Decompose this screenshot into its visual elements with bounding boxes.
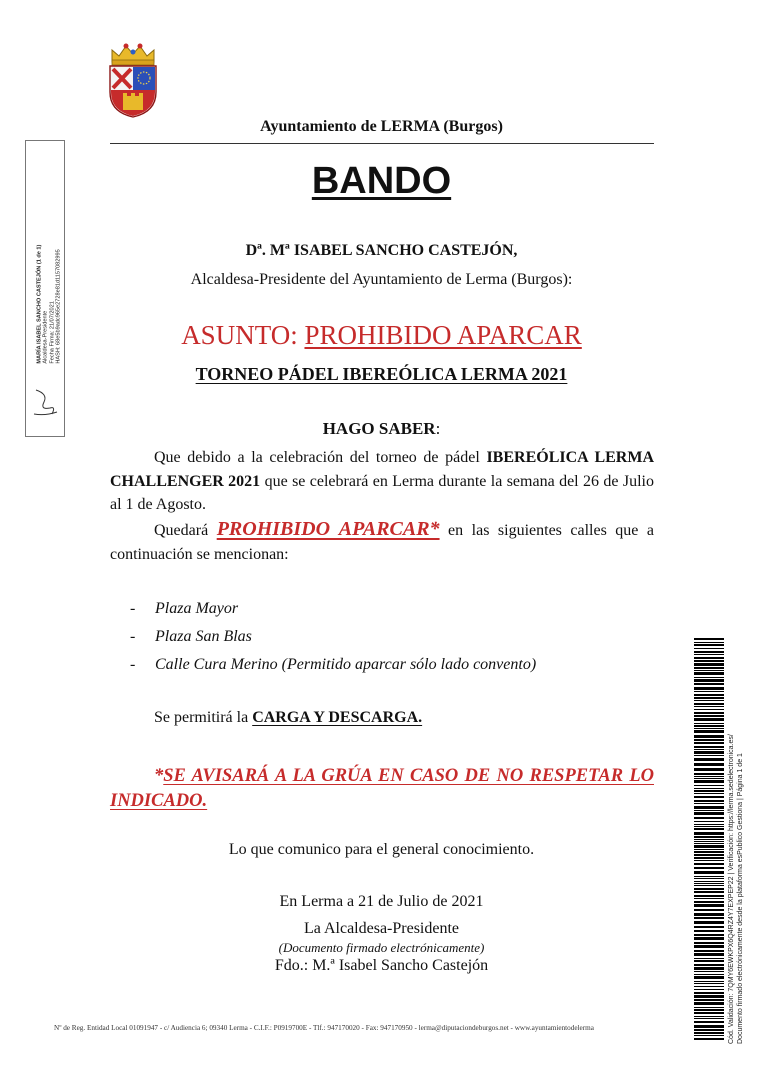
verification-platform: Documento firmado electrónicamente desde la plataforma esPublico Gestiona | Página 1 de 1 (737, 753, 744, 1044)
list-dash: - (130, 656, 136, 673)
paragraph-prohibition (110, 518, 654, 566)
barcode-icon (694, 638, 724, 1040)
hago-saber-label: HAGO SABER (322, 419, 436, 438)
subject-label: ASUNTO: (181, 320, 305, 350)
stamp-role: Alcaldesa-Presidente (42, 311, 49, 364)
para1-text-b: que se celebrará en Lerma durante la semana del 26 de Julio al 1 de Agosto. (110, 472, 655, 513)
header-divider (110, 143, 654, 144)
signature-stamp (25, 140, 65, 437)
signer-role: La Alcaldesa-Presidente (303, 920, 460, 937)
street-name: Plaza San Blas (155, 628, 252, 645)
closing-line: Lo que comunico para el general conocimiento. (228, 841, 535, 858)
loading-text: Se permitirá la (154, 709, 253, 726)
tow-warning (110, 764, 654, 814)
warning-text: SE AVISARÁ A LA GRÚA EN CASO DE NO RESPETAR LO INDICADO. (110, 766, 654, 811)
stamp-signer: MARÍA ISABEL SANCHO CASTEJÓN (1 de 1) (36, 244, 43, 364)
para2-emphasis: PROHIBIDO APARCAR* (216, 518, 440, 540)
event-title: TORNEO PÁDEL IBEREÓLICA LERMA 2021 (195, 364, 568, 384)
signature-note: (Documento firmado electrónicamente) (278, 940, 485, 955)
para1-text-a: Que debido a la celebración del torneo de pádel (154, 449, 487, 466)
list-item (130, 628, 252, 646)
street-name: Calle Cura Merino (Permitido aparcar sólo lado convento) (155, 656, 537, 673)
issuer-role: Alcaldesa-Presidente del Ayuntamiento de Lerma (Burgos): (190, 271, 573, 288)
subject-line (0, 320, 763, 351)
coat-of-arms-icon (106, 42, 160, 118)
handwritten-signature-icon (30, 386, 60, 420)
list-item (130, 656, 536, 674)
document-title: BANDO (311, 160, 452, 202)
paragraph-event (110, 446, 654, 517)
place-date: En Lerma a 21 de Julio de 2021 (279, 893, 484, 910)
list-item (130, 600, 238, 618)
hago-saber-colon: : (435, 419, 441, 438)
stamp-hash: HASH: 68e5b9adc965e2728e81d1157082995 (55, 249, 62, 364)
signer-name: Fdo.: M.ª Isabel Sancho Castejón (274, 957, 489, 974)
warning-star: * (154, 766, 164, 786)
list-dash: - (130, 600, 136, 617)
stamp-text (36, 144, 62, 364)
subject-value: PROHIBIDO APARCAR (304, 320, 582, 350)
list-dash: - (130, 628, 136, 645)
verification-text (727, 644, 745, 1044)
loading-notice (154, 709, 422, 727)
footer-contact: Nº de Reg. Entidad Local 01091947 - c/ Audiencia 6; 09340 Lerma - C.I.F.: P0919700E - Tlf.: 947170020 - Fax: 947170950 - lerma@diputaciondeburgos.net - www.ayuntamientodelerma (54, 1024, 594, 1032)
issuer-name: Dª. Mª ISABEL SANCHO CASTEJÓN, (245, 242, 518, 259)
loading-emphasis: CARGA Y DESCARGA. (252, 709, 423, 726)
street-name: Plaza Mayor (155, 600, 239, 617)
hago-saber-heading (0, 419, 763, 439)
stamp-date: Fecha Firma: 21/07/2021 (49, 301, 56, 364)
para1-event-name: IBEREÓLICA LERMA CHALLENGER 2021 (110, 449, 655, 490)
municipality-name: Ayuntamiento de LERMA (Burgos) (260, 118, 503, 135)
para2-text-a: Quedará (154, 522, 217, 539)
para2-text-b: en las siguientes calles que a continuación se mencionan: (110, 522, 654, 563)
verification-code: Cód. Validación: 7QMY6EWKPX6Q4RZ4Y7EXPEP22 | Verificación: https://lerma.sedelectronica.es/ (728, 734, 735, 1044)
